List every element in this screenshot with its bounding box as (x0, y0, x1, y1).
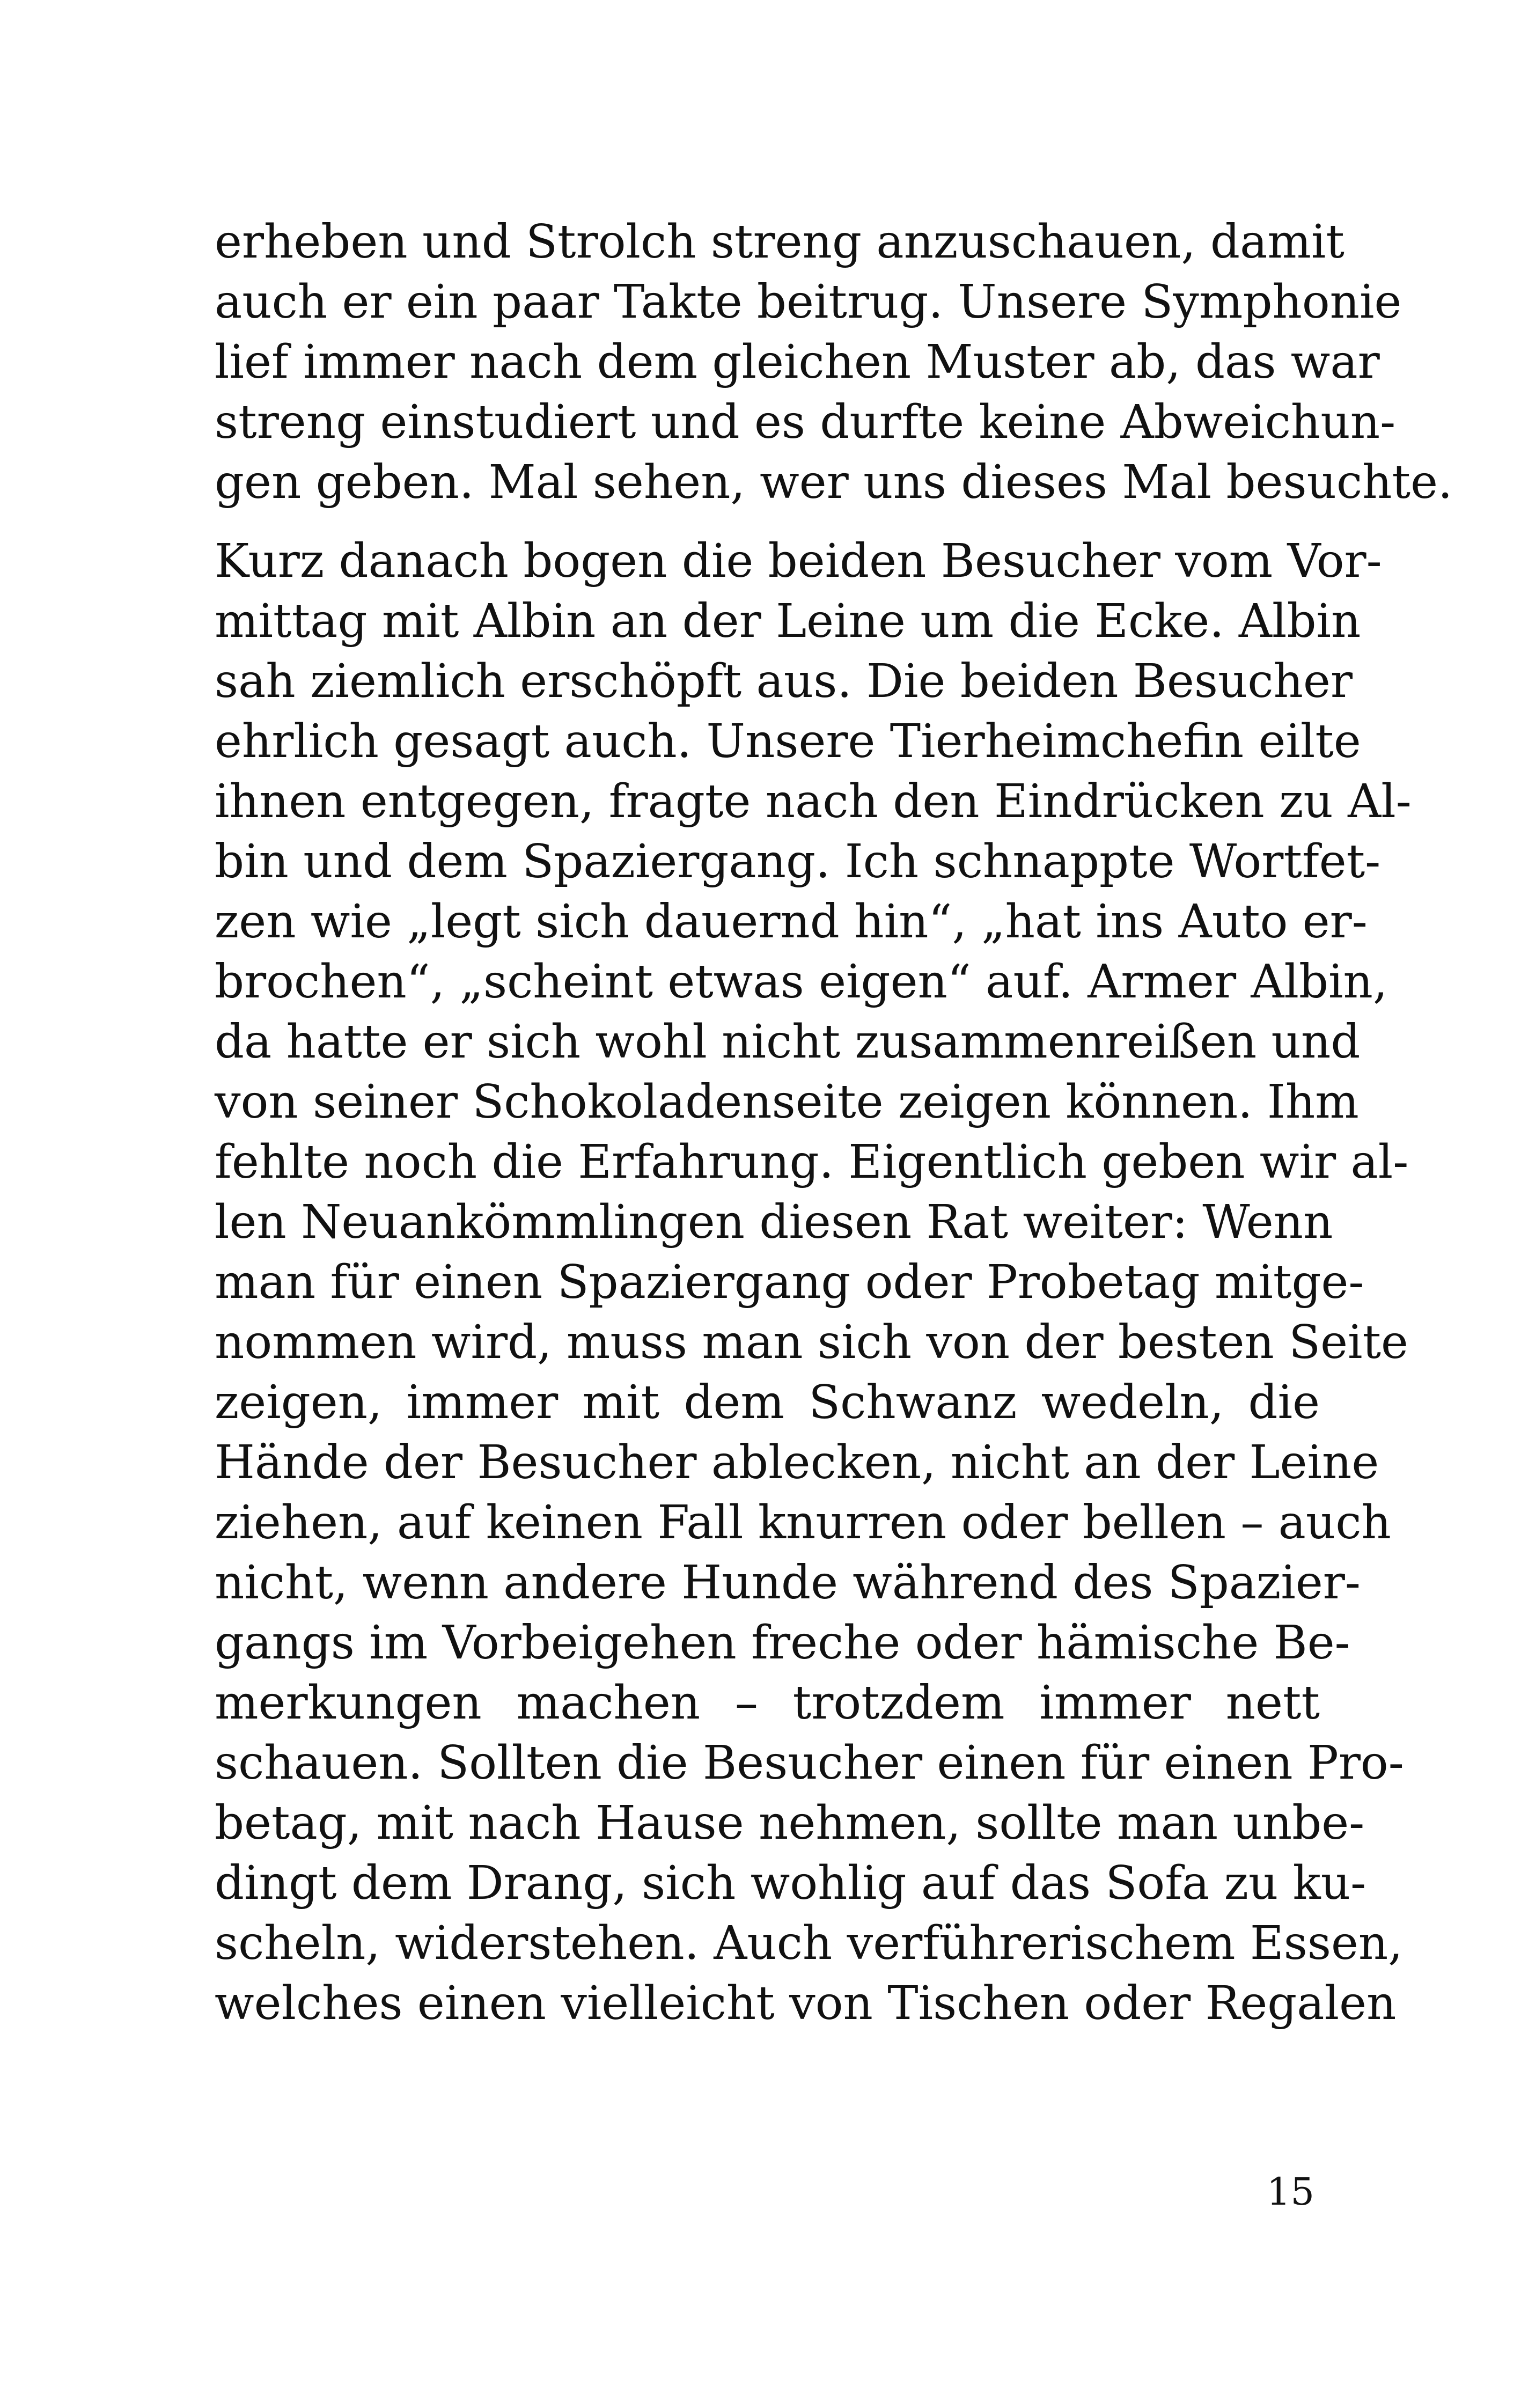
text-line: ihnen entgegen, fragte nach den Eindrücken zu Al- (215, 775, 1412, 828)
page-number: 15 (1266, 2170, 1314, 2214)
text-line: auch er ein paar Takte beitrug. Unsere Symphonie (215, 275, 1402, 329)
text-line: von seiner Schokoladenseite zeigen können. Ihm (215, 1075, 1359, 1129)
text-line: nommen wird, muss man sich von der besten Seite (215, 1316, 1408, 1369)
text-line: scheln, widerstehen. Auch verführerischem Essen, (215, 1917, 1403, 1970)
text-line: Hände der Besucher ablecken, nicht an der Leine (215, 1436, 1379, 1489)
text-line: betag, mit nach Hause nehmen, sollte man unbe- (215, 1796, 1365, 1850)
text-line: bin und dem Spaziergang. Ich schnappte Wortfet- (215, 835, 1381, 889)
text-line: zen wie „legt sich dauernd hin“, „hat ins Auto er- (215, 895, 1368, 949)
text-line: Kurz danach bogen die beiden Besucher vom Vor- (215, 534, 1382, 588)
text-line: ziehen, auf keinen Fall knurren oder bellen – auch (215, 1496, 1391, 1550)
paragraph-1 (215, 212, 1453, 512)
text-line: erheben und Strolch streng anzuschauen, damit (215, 215, 1344, 269)
text-line: zeigen, immer mit dem Schwanz wedeln, die (215, 1376, 1320, 1429)
text-line: gen geben. Mal sehen, wer uns dieses Mal besuchte. (215, 456, 1453, 509)
text-line: fehlte noch die Erfahrung. Eigentlich geben wir al- (215, 1135, 1409, 1189)
text-line: schauen. Sollten die Besucher einen für einen Pro- (215, 1736, 1404, 1790)
text-line: streng einstudiert und es durfte keine Abweichun- (215, 395, 1396, 449)
text-line: brochen“, „scheint etwas eigen“ auf. Armer Albin, (215, 955, 1388, 1009)
text-line: da hatte er sich wohl nicht zusammenreißen und (215, 1015, 1361, 1069)
text-line: man für einen Spaziergang oder Probetag mitge- (215, 1256, 1364, 1309)
text-line: gangs im Vorbeigehen freche oder hämische Be- (215, 1616, 1350, 1670)
text-line: sah ziemlich erschöpft aus. Die beiden Besucher (215, 655, 1353, 708)
text-line: ehrlich gesagt auch. Unsere Tierheimchefin eilte (215, 715, 1361, 768)
text-line: lief immer nach dem gleichen Muster ab, das war (215, 335, 1380, 389)
text-line: merkungen machen – trotzdem immer nett (215, 1676, 1320, 1730)
text-line: dingt dem Drang, sich wohlig auf das Sofa zu ku- (215, 1856, 1366, 1910)
body-text (215, 212, 1453, 2033)
text-line: len Neuankömmlingen diesen Rat weiter: Wenn (215, 1195, 1333, 1249)
text-line: nicht, wenn andere Hunde während des Spazier- (215, 1556, 1361, 1610)
text-line: mittag mit Albin an der Leine um die Ecke. Albin (215, 594, 1361, 648)
text-line: welches einen vielleicht von Tischen oder Regalen (215, 1977, 1397, 2030)
paragraph-2 (215, 531, 1412, 2033)
paragraph-spacing (215, 512, 1320, 531)
